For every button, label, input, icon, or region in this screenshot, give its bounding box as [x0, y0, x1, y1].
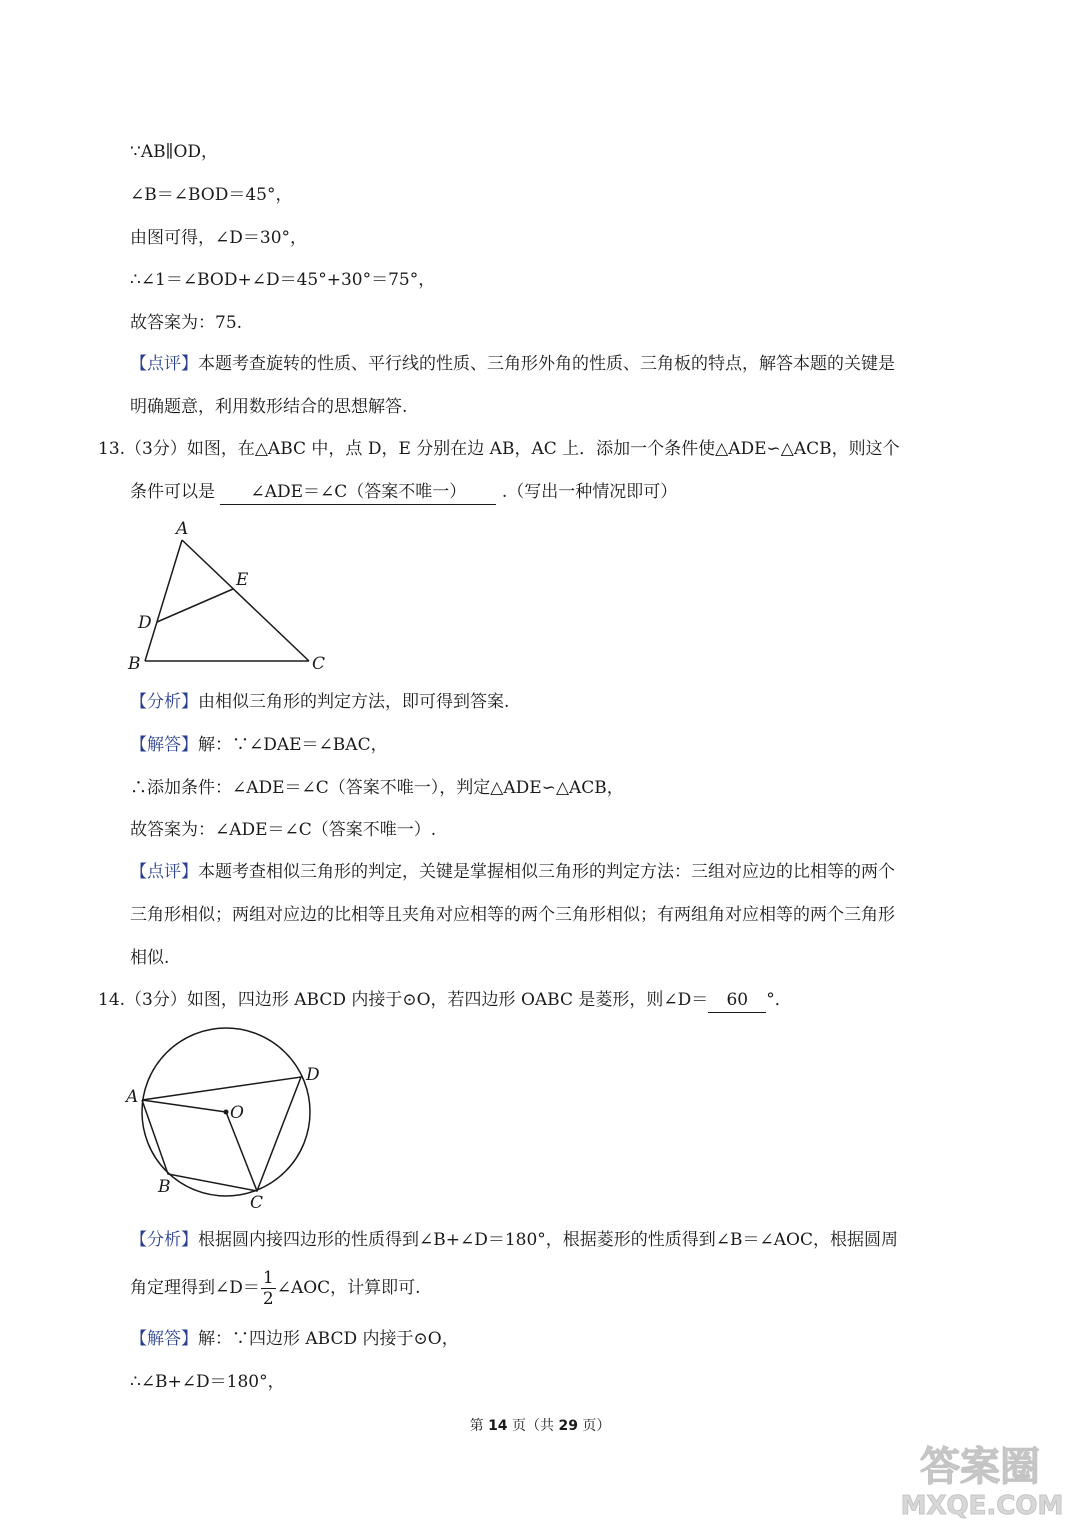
q14-answer-blank: 60: [708, 988, 766, 1013]
q13-stem: 13.（3分）如图，在△ABC 中，点 D，E 分别在边 AB，AC 上．添加一个条件使△ADE∽△ACB，则这个: [98, 439, 900, 459]
q14-stem-post: °．: [766, 990, 792, 1010]
review-tag: 【点评】: [130, 354, 198, 374]
q14-solution2: ∴∠B+∠D＝180°，: [130, 1372, 285, 1392]
line-parallel: ∵AB∥OD，: [130, 142, 219, 162]
q13-review2: 三角形相似；两组对应边的比相等且夹角对应相等的两个三角形相似；有两组角对应相等的两个三角形: [130, 905, 895, 925]
analysis2-pre: 角定理得到∠D＝: [130, 1278, 260, 1298]
footer-post: 页）: [577, 1418, 611, 1434]
review-text: 本题考查旋转的性质、平行线的性质、三角形外角的性质、三角板的特点，解答本题的关键是: [198, 354, 895, 374]
solution-tag: 【解答】: [130, 735, 198, 755]
line-angle-d: 由图可得，∠D＝30°，: [130, 228, 308, 248]
q14-solution1: [130, 1327, 459, 1351]
solution-tag: 【解答】: [130, 1329, 198, 1349]
solution-text: 解：∵四边形 ABCD 内接于⊙O，: [198, 1329, 459, 1349]
label-c: C: [312, 654, 326, 674]
q13-solution3: 故答案为：∠ADE＝∠C（答案不唯一）.: [130, 820, 437, 840]
q13-answer-blank: ∠ADE＝∠C（答案不唯一）: [220, 480, 496, 505]
label-b: B: [158, 1177, 171, 1197]
q13-analysis: [130, 690, 509, 714]
q13-review3: 相似.: [130, 948, 170, 968]
q14-circle-figure: [120, 1020, 340, 1215]
review-text: 本题考查相似三角形的判定，关键是掌握相似三角形的判定方法：三组对应边的比相等的两个: [198, 862, 895, 882]
q14-stem-pre: 14.（3分）如图，四边形 ABCD 内接于⊙O，若四边形 OABC 是菱形，则∠D＝: [98, 990, 709, 1010]
q14-stem: [98, 988, 792, 1013]
page-number: 14: [488, 1418, 508, 1434]
svg-text:答案圈: 答案圈: [920, 1444, 1040, 1490]
label-d: D: [306, 1065, 320, 1085]
fraction-numerator: 1: [262, 1268, 274, 1288]
q13-stem-post: .（写出一种情况即可）: [501, 482, 678, 502]
review-12-line2: 明确题意，利用数形结合的思想解答.: [130, 397, 408, 417]
solution-text: 解：∵∠DAE＝∠BAC，: [198, 735, 388, 755]
watermark-logo: [890, 1440, 1070, 1520]
q13-solution2: ∴添加条件：∠ADE＝∠C（答案不唯一），判定△ADE∽△ACB，: [130, 778, 624, 798]
q13-stem-line2: [130, 480, 677, 505]
review-12-line1: [130, 352, 895, 376]
review-tag: 【点评】: [130, 862, 198, 882]
label-e: E: [236, 570, 249, 590]
footer-pre: 第: [469, 1418, 489, 1434]
q13-triangle-figure: [120, 512, 340, 677]
svg-text:MXQE.COM: MXQE.COM: [900, 1491, 1064, 1520]
q13-review1: [130, 860, 895, 884]
footer-mid: 页（共: [507, 1418, 559, 1434]
label-b: B: [128, 654, 141, 674]
analysis-tag: 【分析】: [130, 1230, 198, 1250]
label-o: O: [230, 1103, 244, 1123]
line-angle-1: ∴∠1＝∠BOD+∠D＝45°+30°＝75°，: [130, 270, 436, 290]
page-footer: [0, 1415, 1080, 1435]
fraction-half: [261, 1268, 276, 1309]
label-d: D: [138, 613, 152, 633]
analysis-text: 由相似三角形的判定方法，即可得到答案.: [198, 692, 510, 712]
label-c: C: [250, 1193, 264, 1213]
label-a: A: [176, 519, 189, 539]
fraction-denominator: 2: [262, 1289, 274, 1309]
analysis-tag: 【分析】: [130, 692, 198, 712]
page-total: 29: [558, 1418, 578, 1434]
analysis-text: 根据圆内接四边形的性质得到∠B+∠D＝180°，根据菱形的性质得到∠B＝∠AOC，根据圆周: [198, 1230, 899, 1250]
q13-solution1: [130, 733, 388, 757]
analysis2-post: ∠AOC，计算即可.: [276, 1278, 421, 1298]
q14-analysis2: [130, 1266, 421, 1310]
q13-stem-pre: 条件可以是: [130, 482, 215, 502]
line-angle-b: ∠B＝∠BOD＝45°，: [130, 185, 293, 205]
label-a: A: [126, 1087, 139, 1107]
line-answer-12: 故答案为：75.: [130, 313, 243, 333]
q14-analysis1: [130, 1228, 898, 1252]
